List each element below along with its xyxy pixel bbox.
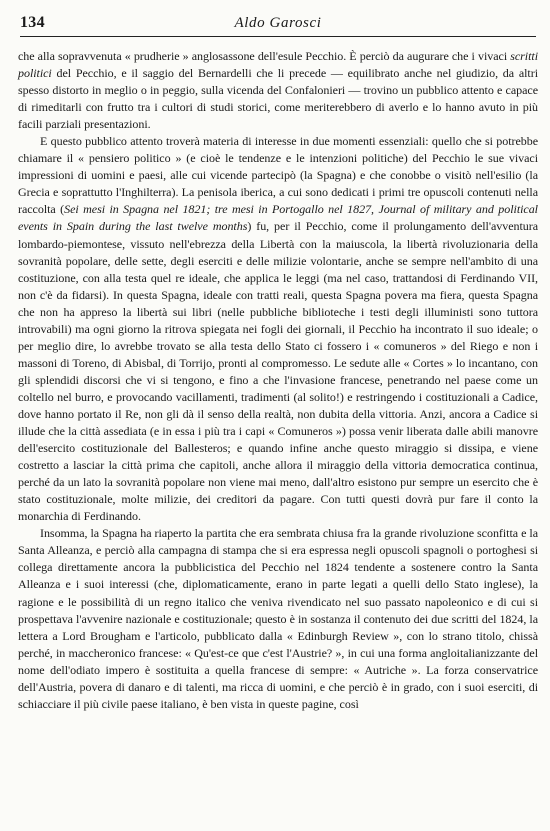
text-run: del Pecchio, e il saggio del Bernardelli che li precede — equilibrato anche nel giudizio, da altri spesso distorto in meglio o in peggio, sulla vicenda del Confalonieri — trovino un pubblico attento e capace di rimeditarli con frutto tra i cultori di studi storici, come meriterebbero di averlo e lo hanno avuto in più facili parziali presentazioni. [18,66,538,132]
italic-run: Sei mesi in Spagna nel 1821; tre mesi in Portogallo nel 1827, Journal of military and political events in Spain during the last twelve months [18,202,538,234]
text-run: che alla sopravvenuta « prudherie » anglosassone dell'esule Pecchio. È perciò da augurare che i vivaci [18,49,511,63]
paragraph [18,525,538,713]
paragraph [18,133,538,525]
italic-run: scritti politici [18,49,538,81]
text-run: E questo pubblico attento troverà materia di interesse in due momenti essenziali: quello che si potrebbe chiamare il « pensiero politico » (e cioè le tendenze e le intenzioni politiche) del Pecchio le sue vivaci impressioni di uomini e paesi, alle cui vicende partecipò (la Spagna) e che conobbe o visitò nell'esilio (la Grecia e soprattutto l'Inghilterra). La penisola iberica, a cui sono dedicati i primi tre opuscoli contenuti nella raccolta ( [18,134,538,217]
page-number: 134 [20,14,45,31]
running-title: Aldo Garosci [234,15,322,31]
text-run: ) fu, per il Pecchio, come il prolungamento dell'avventura lombardo-piemontese, vissuto nell'ebrezza della Libertà con la maiuscola, la libertà rivoluzionaria della sovranità popolare, delle sette, degli eserciti e delle milizie volontarie, anche se sempre nell'ambito di una costituzione, con alla testa quel re ideale, che applica le leggi (ma nel caso, trattandosi di Ferdinando VII, non c'è da fidarsi). In questa Spagna, ideale con tratti reali, questa Spagna povera ma fiera, questa Spagna che non ha appreso la libertà sui libri (nelle pubbliche biblioteche i testi degli illuministi sono tuttora introvabili) ma ogni giorno la ritrova spiegata nei fogli dei giornali, il Pecchio ha incontrato il suo ideale; o per meglio dire, lo avrebbe trovato se alla testa dello Stato ci fossero i « comuneros » del Riego e non i massoni di Toreno, di Abisbal, di Torrijo, pronti al compromesso. Le sedute alle « Cortes » lo incantano, con gli splendidi discorsi che vi si tengono, e fino a che l'invasione francese, penetrando nel paese come un coltello nel burro, e provocando vacillamenti, tradimenti (al solito!) e restringendo i costituzionali a Cadice, dove hanno portato il Re, non gli dà il senso della realtà, non dubita della vittoria. Anzi, ancora a Cadice si illude che la città assediata (e in essa i più tra i capi « Comuneros ») possa venir liberata dalle abili manovre dell'esercito costituzionale del Ballesteros; e quando infine anche questo miraggio si dissipa, e viene costretto a lasciar la città prima che capitoli, anche allora il miraggio della vittoria democratica continua, perché da un lato la sovranità popolare non viene mai meno, dall'altro esistono pur sempre un esercito che è stato costituzionale, molte milizie, dei creditori da pagare. Con tutti questi dovrà pur fare il conto la monarchia di Ferdinando. [18,219,538,524]
body-text [18,48,538,713]
paragraph [18,48,538,133]
text-run: Insomma, la Spagna ha riaperto la partita che era sembrata chiusa fra la grande rivoluzione sconfitta e la Santa Alleanza, e perciò alla campagna di stampa che si era espressa negli opuscoli spagnoli o portoghesi si collega direttamente ancora la pubblicistica del Pecchio nel 1824 tendente a sostenere contro la Santa Alleanza e i suoi interessi (che, diplomaticamente, erano in parte legati a quelli dello Stato inglese), la ragione e le possibilità di un regno italico che veniva rivendicato nel suo passato napoleonico e di cui si prospettava l'avvenire nazionale e costituzionale; questo è in sostanza il contenuto dei due scritti del 1824, la lettera a Lord Brougham e l'articolo, pubblicato dalla « Edinburgh Review », con lo strano titolo, chissà perché, in maccheronico francese: « Qu'est-ce que c'est l'Austrie? », in cui una forma angloitalianizzante del nome dell'odiato impero è sostituita a quella francese di sempre: « Autriche ». La forza conservatrice dell'Austria, povera di danaro e di talenti, ma ricca di uomini, e che perciò è in grado, con i suoi eserciti, di schiacciare il più civile paese italiano, è ben vista in queste pagine, così [18,526,538,711]
page-header [20,14,536,37]
